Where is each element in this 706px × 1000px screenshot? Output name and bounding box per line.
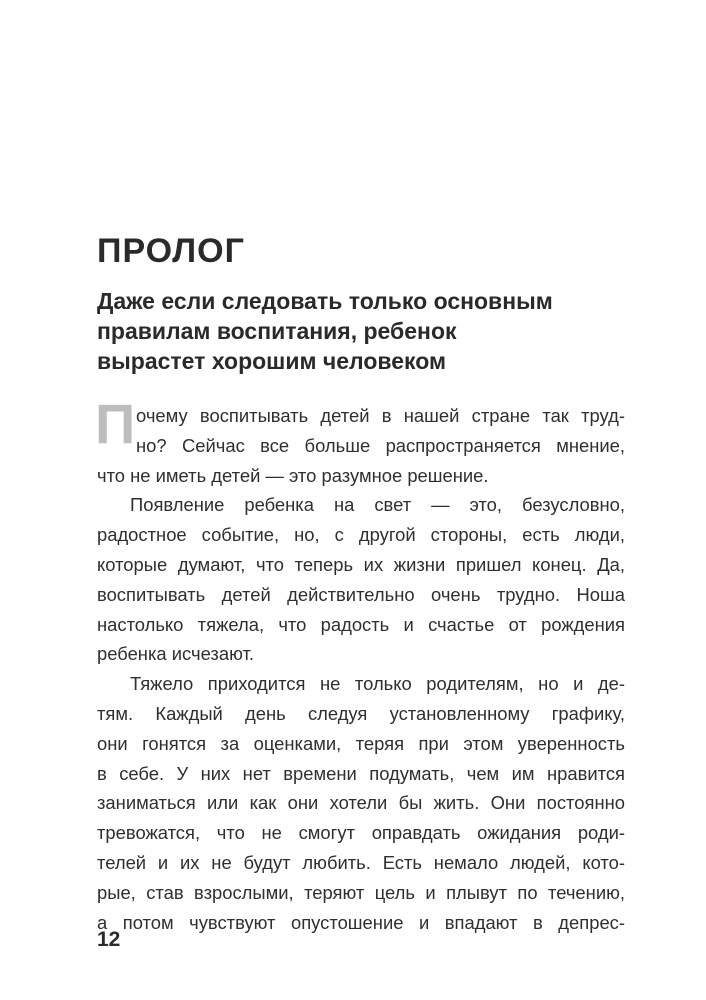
text-line: ребенка исчезают. xyxy=(97,643,254,665)
text-line: рые, став взрослыми, теряют цель и плывут по течению, xyxy=(97,881,625,903)
text-line: тревожатся, что не смогут оправдать ожидания роди- xyxy=(97,822,625,844)
text-line: Появление ребенка на свет — это, безусловно, xyxy=(130,494,625,516)
text-line: а потом чувствуют опустошение и впадают в депрес- xyxy=(97,911,625,933)
chapter-subtitle xyxy=(97,286,637,375)
text-line: радостное событие, но, с другой стороны, есть люди, xyxy=(97,524,625,546)
text-line: но? Сейчас все больше распространяется мнение, xyxy=(136,434,625,456)
text-line: очему воспитывать детей в нашей стране так труд- xyxy=(136,405,625,426)
text-line: они гонятся за оценками, теряя при этом уверенность xyxy=(97,732,625,754)
text-line: воспитывать детей действительно очень трудно. Ноша xyxy=(97,583,625,605)
text-line: что не иметь детей — это разумное решение. xyxy=(97,464,489,486)
text-line: тям. Каждый день следуя установленному графику, xyxy=(97,702,625,724)
chapter-title: ПРОЛОГ xyxy=(97,232,245,270)
subtitle-line: правилам воспитания, ребенок xyxy=(97,317,457,344)
text-line: которые думают, что теперь их жизни пришел конец. Да, xyxy=(97,553,625,575)
subtitle-line: вырастет хорошим человеком xyxy=(97,347,446,374)
drop-cap: П xyxy=(95,392,136,455)
text-line: в себе. У них нет времени подумать, чем им нравится xyxy=(97,762,625,784)
subtitle-line: Даже если следовать только основным xyxy=(97,288,553,314)
text-line: Тяжело приходится не только родителям, но и де- xyxy=(130,673,625,695)
text-line: заниматься или как они хотели бы жить. Они постоянно xyxy=(97,792,625,814)
text-line: телей и их не будут любить. Есть немало людей, кото- xyxy=(97,851,625,873)
page-number: 12 xyxy=(97,928,121,951)
text-line: настолько тяжела, что радость и счастье от рождения xyxy=(97,613,625,635)
body-text xyxy=(95,392,625,937)
